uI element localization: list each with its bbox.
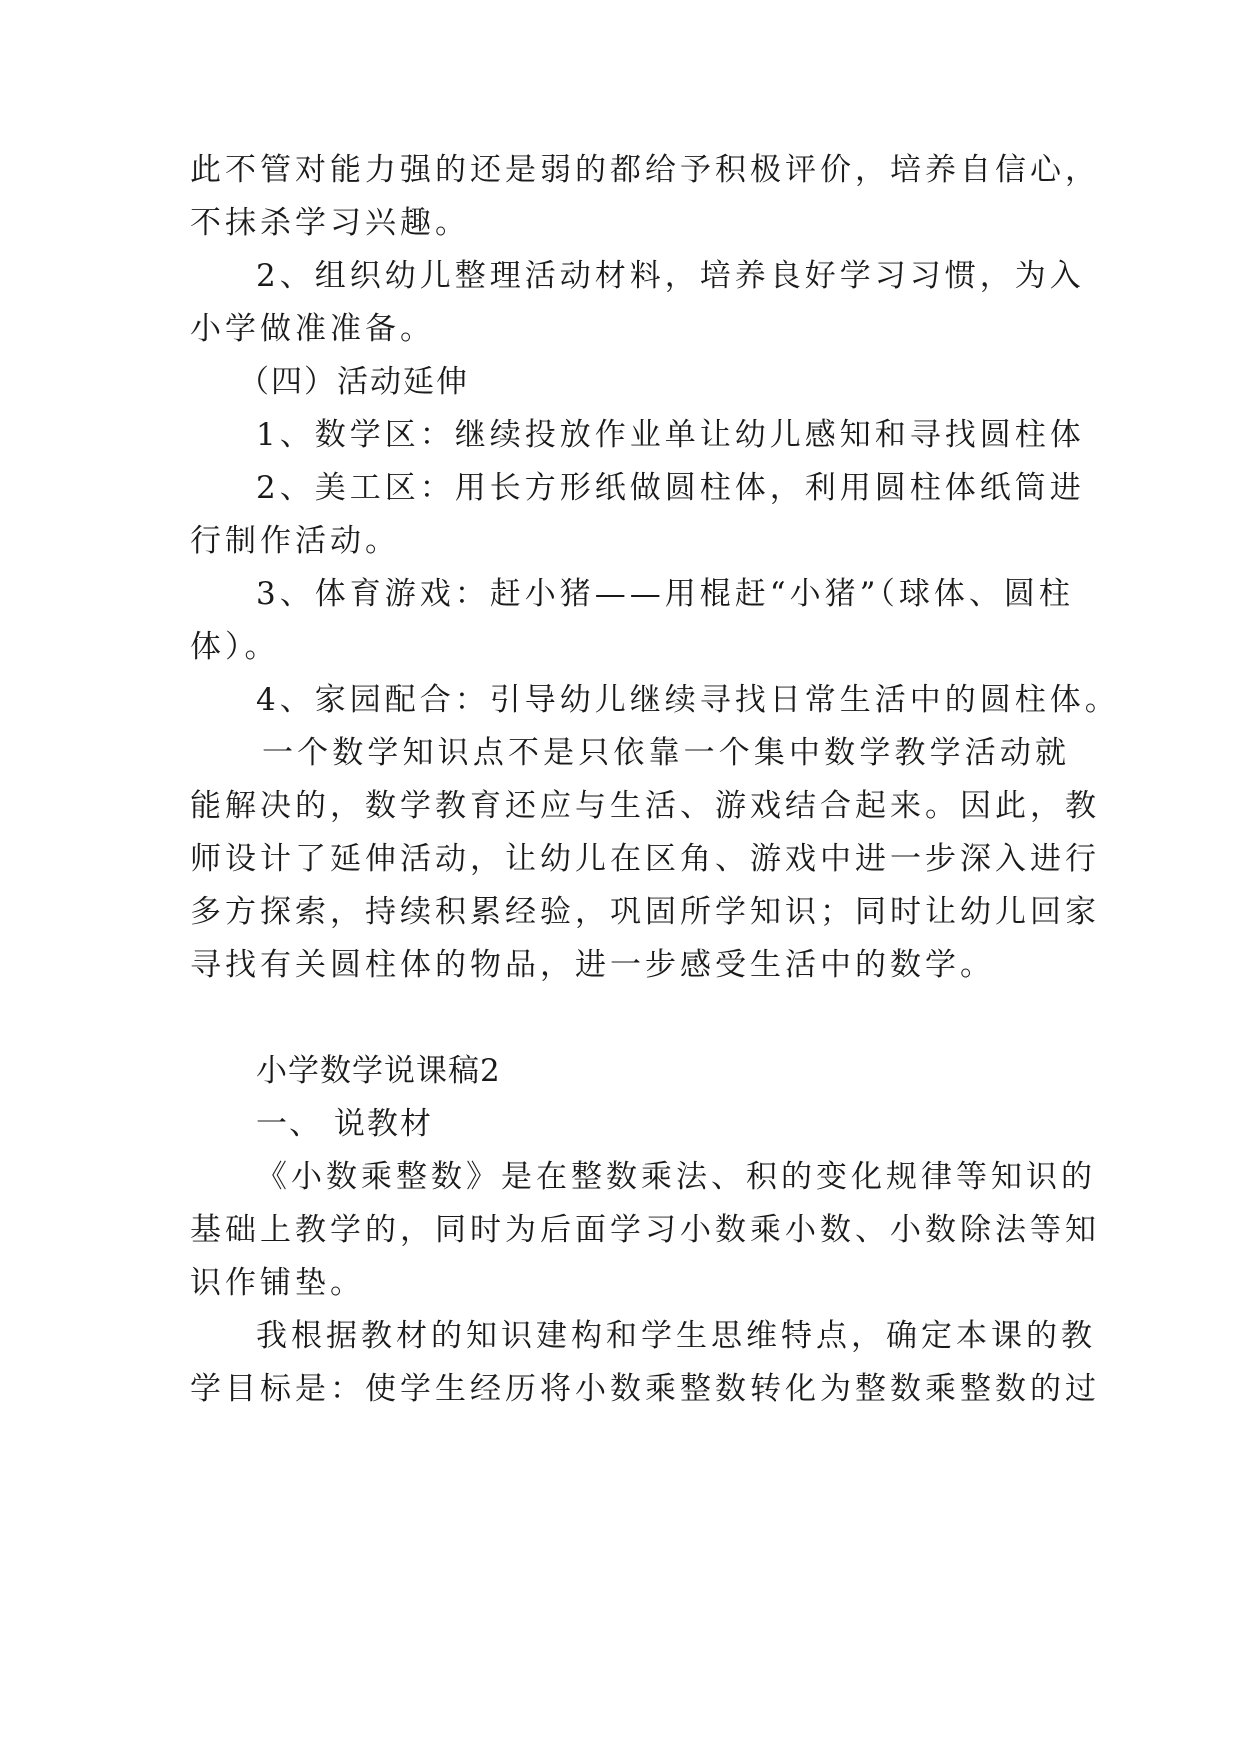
paragraph-line: 基础上教学的，同时为后面学习小数乘小数、小数除法等知 [190, 1212, 1100, 1248]
section-heading: 一、 说教材 [256, 1106, 433, 1142]
paragraph-line: 学目标是：使学生经历将小数乘整数转化为整数乘整数的过 [190, 1371, 1100, 1407]
paragraph-line: 2、组织幼儿整理活动材料，培养良好学习习惯，为入 [256, 258, 1085, 294]
paragraph-line: 1、数学区：继续投放作业单让幼儿感知和寻找圆柱体 [256, 417, 1085, 453]
section-title: 小学数学说课稿2 [256, 1053, 501, 1089]
paragraph-line: 小学做准准备。 [190, 311, 435, 347]
paragraph-line: 2、美工区：用长方形纸做圆柱体，利用圆柱体纸筒进 [256, 470, 1085, 506]
paragraph-line: 师设计了延伸活动，让幼儿在区角、游戏中进一步深入进行 [190, 841, 1100, 877]
paragraph-line: 寻找有关圆柱体的物品，进一步感受生活中的数学。 [190, 947, 995, 983]
paragraph-line: 此不管对能力强的还是弱的都给予积极评价，培养自信心， [190, 152, 1100, 188]
paragraph-line: 体）。 [190, 629, 280, 665]
paragraph-line: 多方探索，持续积累经验，巩固所学知识；同时让幼儿回家 [190, 894, 1100, 930]
paragraph-line: 不抹杀学习兴趣。 [190, 205, 470, 241]
paragraph-line: 《小数乘整数》是在整数乘法、积的变化规律等知识的 [256, 1159, 1096, 1195]
paragraph-line: 行制作活动。 [190, 523, 400, 559]
paragraph-line: 3、体育游戏：赶小猪——用棍赶“小猪”（球体、圆柱 [256, 576, 1074, 612]
paragraph-line: 4、家园配合：引导幼儿继续寻找日常生活中的圆柱体。 [256, 682, 1120, 718]
paragraph-line: 能解决的，数学教育还应与生活、游戏结合起来。因此，教 [190, 788, 1100, 824]
section-heading: （四）活动延伸 [238, 364, 469, 400]
paragraph-line: 识作铺垫。 [190, 1265, 365, 1301]
paragraph-line: 我根据教材的知识建构和学生思维特点，确定本课的教 [256, 1318, 1096, 1354]
paragraph-line: 一个数学知识点不是只依靠一个集中数学教学活动就 [262, 735, 1070, 771]
